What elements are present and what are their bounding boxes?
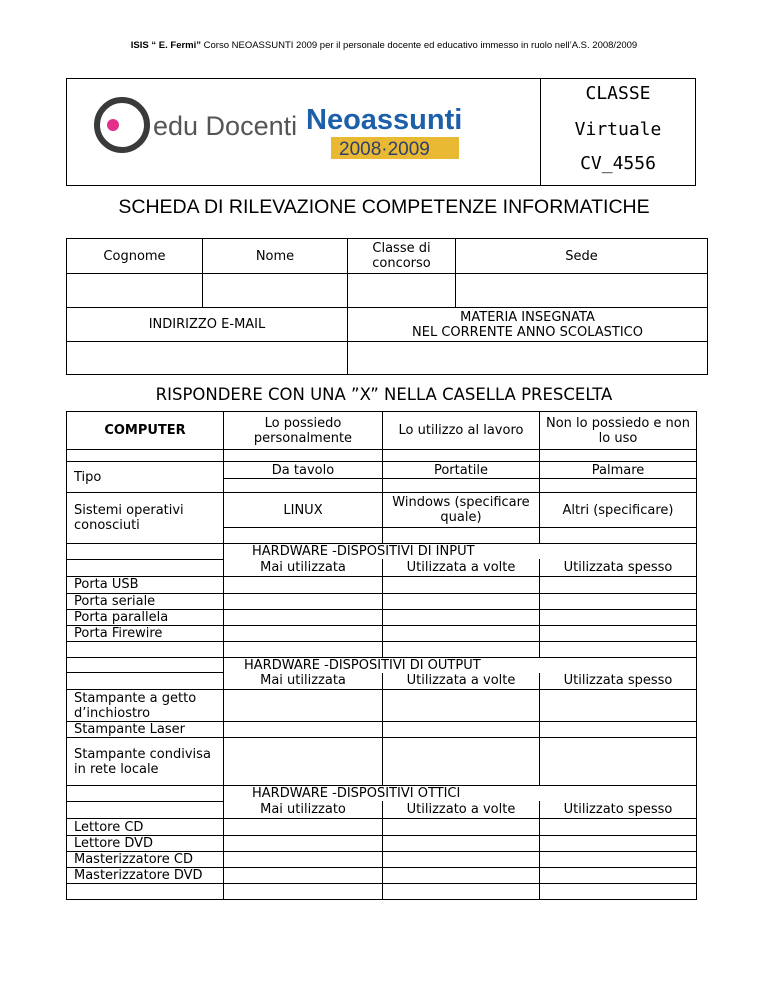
palmare-field[interactable] <box>540 479 697 493</box>
mastcd-spesso-field[interactable] <box>540 851 697 867</box>
laser-mai-field[interactable] <box>224 722 383 738</box>
condivisa-mai-field[interactable] <box>224 738 383 786</box>
spacer-cell <box>67 786 224 802</box>
input-item-firewire: Porta Firewire <box>67 625 224 641</box>
spacer-cell <box>67 673 224 690</box>
input-spesso: Utilizzata spesso <box>540 559 697 576</box>
possiedo-field[interactable] <box>224 450 383 462</box>
spacer-cell <box>67 450 224 462</box>
empty-cell[interactable] <box>540 641 697 657</box>
header-school: ISIS “ E. Fermi” <box>130 40 202 51</box>
seriale-mai-field[interactable] <box>224 593 383 609</box>
windows-field[interactable] <box>383 528 540 544</box>
linux-label: LINUX <box>224 493 383 528</box>
instruction-text: RISPONDERE CON UNA ”X” NELLA CASELLA PRESCELTA <box>155 385 613 404</box>
spacer-cell <box>67 544 224 560</box>
logo-dot-icon <box>107 119 119 131</box>
page-header <box>0 40 768 51</box>
input-mai: Mai utilizzata <box>224 559 383 576</box>
getto-volte-field[interactable] <box>383 690 540 722</box>
condivisa-volte-field[interactable] <box>383 738 540 786</box>
altri-field[interactable] <box>540 528 697 544</box>
spacer-cell <box>67 883 224 899</box>
cd-spesso-field[interactable] <box>540 818 697 835</box>
nome-field[interactable] <box>203 274 348 308</box>
laser-volte-field[interactable] <box>383 722 540 738</box>
ottici-mai: Mai utilizzato <box>224 801 383 818</box>
email-field[interactable] <box>67 342 348 375</box>
empty-cell[interactable] <box>224 641 383 657</box>
sede-header: Sede <box>456 239 708 274</box>
mastdvd-spesso-field[interactable] <box>540 867 697 883</box>
page-title: SCHEDA DI RILEVAZIONE COMPETENZE INFORMATICHE <box>118 196 650 218</box>
seriale-spesso-field[interactable] <box>540 593 697 609</box>
firewire-spesso-field[interactable] <box>540 625 697 641</box>
spacer-cell <box>67 559 224 576</box>
ottici-item-mastcd: Masterizzatore CD <box>67 851 224 867</box>
dvd-volte-field[interactable] <box>383 835 540 851</box>
classe-concorso-field[interactable] <box>348 274 456 308</box>
cd-mai-field[interactable] <box>224 818 383 835</box>
cognome-header: Cognome <box>67 239 203 274</box>
mastcd-volte-field[interactable] <box>383 851 540 867</box>
email-header: INDIRIZZO E-MAIL <box>67 308 348 342</box>
parallela-spesso-field[interactable] <box>540 609 697 625</box>
firewire-volte-field[interactable] <box>383 625 540 641</box>
col-utilizzo: Lo utilizzo al lavoro <box>383 412 540 450</box>
mastdvd-mai-field[interactable] <box>224 867 383 883</box>
parallela-volte-field[interactable] <box>383 609 540 625</box>
classe-label: CLASSE <box>585 83 651 104</box>
da-tavolo-field[interactable] <box>224 479 383 493</box>
logo-box <box>66 78 540 186</box>
tipo-label: Tipo <box>67 462 224 493</box>
spacer-cell <box>67 641 224 657</box>
input-item-usb: Porta USB <box>67 576 224 593</box>
utilizzo-field[interactable] <box>383 450 540 462</box>
materia-field[interactable] <box>348 342 708 375</box>
materia-line2: NEL CORRENTE ANNO SCOLASTICO <box>412 324 643 340</box>
portatile-label: Portatile <box>383 462 540 479</box>
parallela-mai-field[interactable] <box>224 609 383 625</box>
windows-label: Windows (specificare quale) <box>383 493 540 528</box>
classe-virtuale: Virtuale <box>574 119 662 140</box>
empty-cell[interactable] <box>224 883 383 899</box>
header-course: Corso NEOASSUNTI 2009 per il personale docente ed educativo immesso in ruolo nell’A.S. 2008/2009 <box>201 40 638 51</box>
dvd-mai-field[interactable] <box>224 835 383 851</box>
edu-docenti-logo <box>89 87 489 167</box>
classe-box <box>540 78 696 186</box>
getto-spesso-field[interactable] <box>540 690 697 722</box>
linux-field[interactable] <box>224 528 383 544</box>
dvd-spesso-field[interactable] <box>540 835 697 851</box>
spacer-cell <box>67 657 224 673</box>
materia-header <box>348 308 708 342</box>
computer-label: COMPUTER <box>67 412 224 450</box>
output-mai: Mai utilizzata <box>224 673 383 690</box>
ottici-volte: Utilizzato a volte <box>383 801 540 818</box>
empty-cell[interactable] <box>383 883 540 899</box>
non-possiedo-field[interactable] <box>540 450 697 462</box>
col-non-possiedo: Non lo possiedo e non lo uso <box>540 412 697 450</box>
output-item-getto: Stampante a getto d’inchiostro <box>67 690 224 722</box>
spacer-cell <box>67 801 224 818</box>
output-heading: HARDWARE -DISPOSITIVI DI OUTPUT <box>224 657 697 673</box>
mastdvd-volte-field[interactable] <box>383 867 540 883</box>
classe-code: CV_4556 <box>580 153 656 174</box>
logo-ring-icon <box>97 100 147 150</box>
getto-mai-field[interactable] <box>224 690 383 722</box>
altri-label: Altri (specificare) <box>540 493 697 528</box>
cognome-field[interactable] <box>67 274 203 308</box>
logo-neo-text: Neoassunti <box>306 104 463 136</box>
sistemi-label: Sistemi operativi conosciuti <box>67 493 224 544</box>
sede-field[interactable] <box>456 274 708 308</box>
da-tavolo-label: Da tavolo <box>224 462 383 479</box>
input-volte: Utilizzata a volte <box>383 559 540 576</box>
usb-mai-field[interactable] <box>224 576 383 593</box>
cd-volte-field[interactable] <box>383 818 540 835</box>
output-item-condivisa: Stampante condivisa in rete locale <box>67 738 224 786</box>
laser-spesso-field[interactable] <box>540 722 697 738</box>
empty-cell[interactable] <box>383 641 540 657</box>
input-item-parallela: Porta parallela <box>67 609 224 625</box>
palmare-label: Palmare <box>540 462 697 479</box>
empty-cell[interactable] <box>540 883 697 899</box>
ottici-heading: HARDWARE -DISPOSITIVI OTTICI <box>224 786 697 802</box>
output-volte: Utilizzata a volte <box>383 673 540 690</box>
classe-concorso-header: Classe di concorso <box>348 239 456 274</box>
condivisa-spesso-field[interactable] <box>540 738 697 786</box>
usb-volte-field[interactable] <box>383 576 540 593</box>
nome-header: Nome <box>203 239 348 274</box>
ottici-item-dvd: Lettore DVD <box>67 835 224 851</box>
portatile-field[interactable] <box>383 479 540 493</box>
mastcd-mai-field[interactable] <box>224 851 383 867</box>
logo-years-text: 2008·2009 <box>339 139 430 160</box>
usb-spesso-field[interactable] <box>540 576 697 593</box>
input-heading: HARDWARE -DISPOSITIVI DI INPUT <box>224 544 697 560</box>
logo-edu-text: edu Docenti <box>153 111 298 141</box>
ottici-item-cd: Lettore CD <box>67 818 224 835</box>
competences-table <box>66 411 697 900</box>
firewire-mai-field[interactable] <box>224 625 383 641</box>
output-item-laser: Stampante Laser <box>67 722 224 738</box>
ottici-item-mastdvd: Masterizzatore DVD <box>67 867 224 883</box>
col-possiedo: Lo possiedo personalmente <box>224 412 383 450</box>
personal-table <box>66 238 708 375</box>
output-spesso: Utilizzata spesso <box>540 673 697 690</box>
ottici-spesso: Utilizzato spesso <box>540 801 697 818</box>
seriale-volte-field[interactable] <box>383 593 540 609</box>
input-item-seriale: Porta seriale <box>67 593 224 609</box>
materia-line1: MATERIA INSEGNATA <box>460 309 595 325</box>
